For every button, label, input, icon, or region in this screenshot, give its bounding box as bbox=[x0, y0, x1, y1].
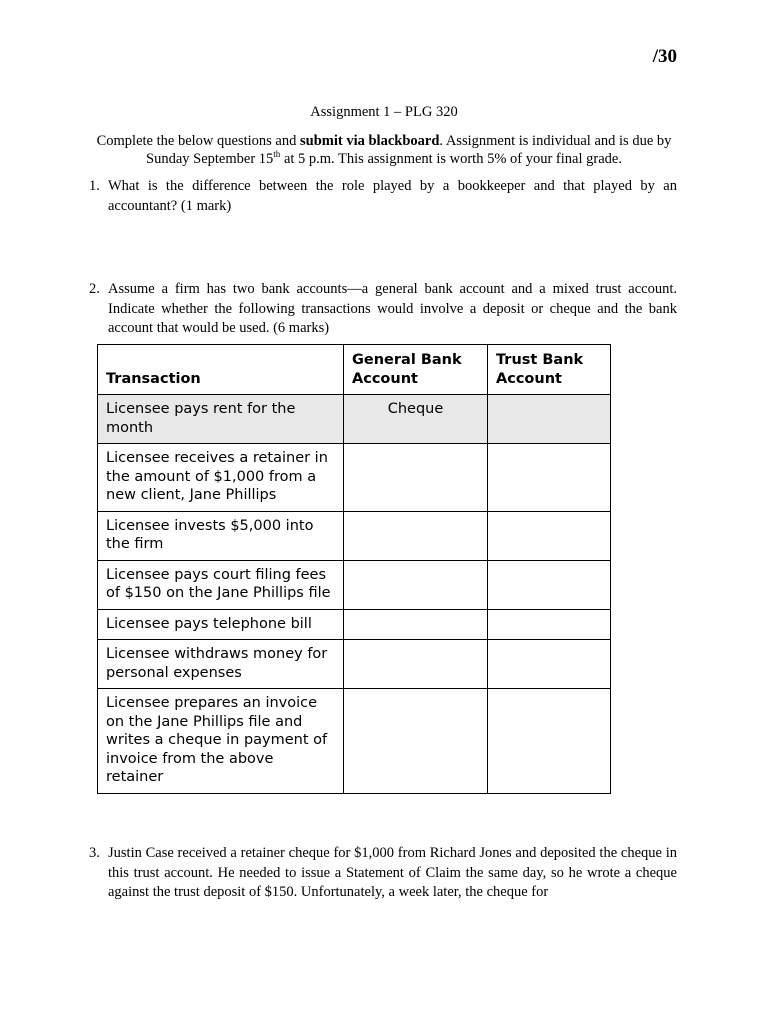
table-row bbox=[98, 640, 611, 689]
general-account-cell: Cheque bbox=[344, 395, 488, 444]
question-text: Justin Case received a retainer cheque for $1,000 from Richard Jones and deposited the cheque in this trust account. He needed to issue a Statement of Claim the same day, so he wrote a cheque against the trust deposit of $150. Unfortunately, a week later, the cheque for bbox=[108, 845, 677, 900]
general-account-cell bbox=[344, 560, 488, 609]
table-row bbox=[98, 560, 611, 609]
table-header-row bbox=[98, 345, 611, 395]
intro-text-1: Complete the below questions and bbox=[96, 133, 300, 149]
trust-account-cell bbox=[488, 560, 611, 609]
intro-paragraph bbox=[91, 132, 677, 168]
transaction-cell: Licensee invests $5,000 into the firm bbox=[98, 511, 344, 560]
page-title: Assignment 1 – PLG 320 bbox=[310, 104, 458, 120]
general-account-cell bbox=[344, 689, 488, 794]
intro-text-3: at 5 p.m. This assignment is worth 5% of your final grade. bbox=[280, 151, 622, 167]
table-row bbox=[98, 444, 611, 512]
header-transaction: Transaction bbox=[98, 345, 344, 395]
question-number: 2. bbox=[89, 281, 100, 297]
general-account-cell bbox=[344, 444, 488, 512]
question-text: What is the difference between the role played by a bookkeeper and that played by an accountant? (1 mark) bbox=[108, 178, 677, 214]
total-marks: /30 bbox=[652, 46, 677, 67]
transaction-cell: Licensee withdraws money for personal expenses bbox=[98, 640, 344, 689]
transaction-cell: Licensee pays court filing fees of $150 on the Jane Phillips file bbox=[98, 560, 344, 609]
table-row bbox=[98, 689, 611, 794]
question-3 bbox=[89, 844, 677, 903]
intro-superscript: th bbox=[273, 149, 281, 160]
intro-bold-text: submit via blackboard bbox=[299, 133, 440, 149]
trust-account-cell bbox=[488, 640, 611, 689]
transaction-cell: Licensee pays telephone bill bbox=[98, 609, 344, 640]
table-row bbox=[98, 395, 611, 444]
question-1 bbox=[89, 177, 677, 216]
question-number: 3. bbox=[89, 845, 100, 861]
transactions-table bbox=[97, 344, 611, 794]
header-general-bank: General Bank Account bbox=[344, 345, 488, 395]
question-number: 1. bbox=[89, 178, 100, 194]
transaction-cell: Licensee receives a retainer in the amount of $1,000 from a new client, Jane Phillips bbox=[98, 444, 344, 512]
general-account-cell bbox=[344, 511, 488, 560]
trust-account-cell bbox=[488, 609, 611, 640]
header-trust-bank: Trust Bank Account bbox=[488, 345, 611, 395]
transaction-cell: Licensee pays rent for the month bbox=[98, 395, 344, 444]
trust-account-cell bbox=[488, 444, 611, 512]
question-2 bbox=[89, 280, 677, 339]
general-account-cell bbox=[344, 609, 488, 640]
trust-account-cell bbox=[488, 395, 611, 444]
question-text: Assume a firm has two bank accounts—a general bank account and a mixed trust account. Indicate whether the following transactions would involve a deposit or cheque and the bank account that would be used. (6 marks) bbox=[108, 281, 677, 336]
trust-account-cell bbox=[488, 689, 611, 794]
intro-text-2: . Assignment is individual and is due by Sunday September 15 bbox=[146, 133, 672, 167]
trust-account-cell bbox=[488, 511, 611, 560]
table-row bbox=[98, 609, 611, 640]
transaction-cell: Licensee prepares an invoice on the Jane Phillips file and writes a cheque in payment of invoice from the above retainer bbox=[98, 689, 344, 794]
table-row bbox=[98, 511, 611, 560]
general-account-cell bbox=[344, 640, 488, 689]
